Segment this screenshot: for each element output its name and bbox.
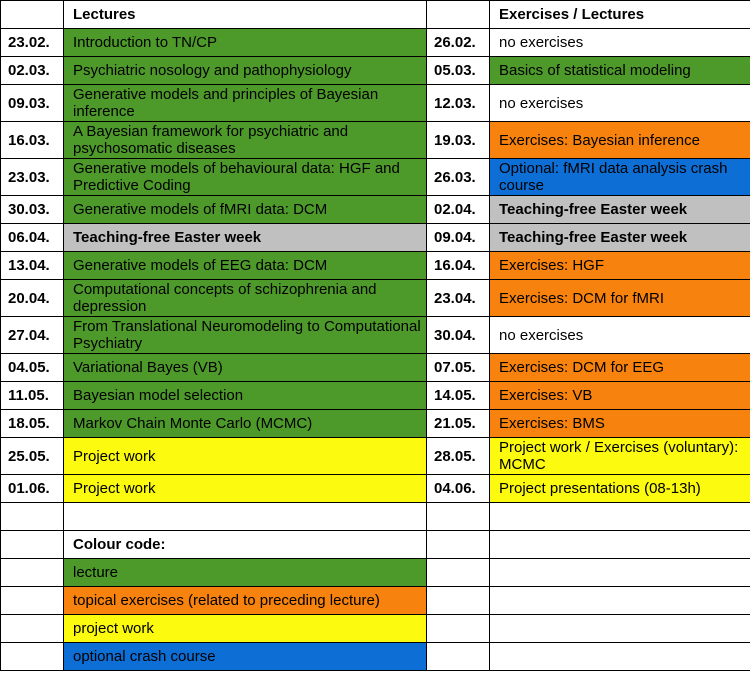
exercise-date: 14.05. [427, 382, 490, 410]
schedule-row [1, 438, 750, 475]
exercise-cell: Project presentations (08-13h) [490, 475, 750, 503]
legend-row [1, 615, 750, 643]
legend-title-row [1, 531, 750, 559]
exercise-cell: Basics of statistical modeling [490, 57, 750, 85]
empty-cell [490, 531, 750, 559]
lecture-cell: Variational Bayes (VB) [64, 354, 427, 382]
exercise-cell: Exercises: DCM for fMRI [490, 280, 750, 317]
legend-row [1, 559, 750, 587]
exercise-date: 09.04. [427, 224, 490, 252]
empty-cell [1, 587, 64, 615]
schedule-row [1, 224, 750, 252]
exercise-date: 02.04. [427, 196, 490, 224]
schedule-row [1, 317, 750, 354]
lecture-cell: From Translational Neuromodeling to Computational Psychiatry [64, 317, 427, 354]
exercise-date: 21.05. [427, 410, 490, 438]
exercise-cell: no exercises [490, 29, 750, 57]
empty-cell [490, 503, 750, 531]
exercise-cell: no exercises [490, 317, 750, 354]
schedule-row [1, 410, 750, 438]
exercises-header: Exercises / Lectures [490, 1, 750, 29]
lecture-date: 25.05. [1, 438, 64, 475]
schedule-row [1, 475, 750, 503]
lecture-date: 20.04. [1, 280, 64, 317]
lecture-date: 27.04. [1, 317, 64, 354]
empty-cell [1, 531, 64, 559]
lecture-date: 09.03. [1, 85, 64, 122]
legend-row [1, 643, 750, 671]
schedule-row [1, 252, 750, 280]
exercise-date: 12.03. [427, 85, 490, 122]
lecture-cell: Teaching-free Easter week [64, 224, 427, 252]
legend-row [1, 587, 750, 615]
exercise-date: 07.05. [427, 354, 490, 382]
empty-cell [1, 1, 64, 29]
exercise-cell: Teaching-free Easter week [490, 196, 750, 224]
empty-cell [427, 587, 490, 615]
empty-cell [427, 531, 490, 559]
empty-cell [490, 643, 750, 671]
schedule-row [1, 122, 750, 159]
exercise-date: 16.04. [427, 252, 490, 280]
schedule-row [1, 196, 750, 224]
schedule-row [1, 280, 750, 317]
exercise-date: 28.05. [427, 438, 490, 475]
legend-title: Colour code: [64, 531, 427, 559]
exercise-cell: Exercises: DCM for EEG [490, 354, 750, 382]
lecture-date: 11.05. [1, 382, 64, 410]
lecture-cell: Generative models and principles of Bayesian inference [64, 85, 427, 122]
lecture-cell: Generative models of behavioural data: HGF and Predictive Coding [64, 159, 427, 196]
exercise-cell: Project work / Exercises (voluntary): MCMC [490, 438, 750, 475]
empty-cell [427, 559, 490, 587]
legend-optional-crash-course: optional crash course [64, 643, 427, 671]
empty-cell [1, 559, 64, 587]
empty-cell [490, 559, 750, 587]
lecture-cell: Introduction to TN/CP [64, 29, 427, 57]
empty-cell [1, 503, 64, 531]
lecture-date: 02.03. [1, 57, 64, 85]
schedule-row [1, 382, 750, 410]
lecture-cell: Bayesian model selection [64, 382, 427, 410]
lecture-cell: Computational concepts of schizophrenia and depression [64, 280, 427, 317]
exercise-cell: Exercises: HGF [490, 252, 750, 280]
lecture-date: 16.03. [1, 122, 64, 159]
schedule-row [1, 159, 750, 196]
exercise-cell: no exercises [490, 85, 750, 122]
empty-cell [1, 615, 64, 643]
exercise-cell: Exercises: VB [490, 382, 750, 410]
lecture-cell: Markov Chain Monte Carlo (MCMC) [64, 410, 427, 438]
empty-cell [1, 643, 64, 671]
exercise-date: 30.04. [427, 317, 490, 354]
exercise-date: 04.06. [427, 475, 490, 503]
legend-project-work: project work [64, 615, 427, 643]
lecture-date: 13.04. [1, 252, 64, 280]
lecture-date: 30.03. [1, 196, 64, 224]
schedule-row [1, 29, 750, 57]
lecture-date: 23.02. [1, 29, 64, 57]
empty-cell [427, 1, 490, 29]
lectures-header: Lectures [64, 1, 427, 29]
legend-lecture: lecture [64, 559, 427, 587]
exercise-cell: Exercises: Bayesian inference [490, 122, 750, 159]
lecture-date: 01.06. [1, 475, 64, 503]
legend-topical-exercises: topical exercises (related to preceding lecture) [64, 587, 427, 615]
empty-cell [427, 503, 490, 531]
empty-cell [490, 615, 750, 643]
empty-cell [490, 587, 750, 615]
lecture-date: 06.04. [1, 224, 64, 252]
spacer-row [1, 503, 750, 531]
exercise-date: 19.03. [427, 122, 490, 159]
exercise-date: 26.03. [427, 159, 490, 196]
schedule-row [1, 354, 750, 382]
exercise-cell: Exercises: BMS [490, 410, 750, 438]
lecture-cell: Generative models of EEG data: DCM [64, 252, 427, 280]
header-row [1, 1, 750, 29]
exercise-cell: Teaching-free Easter week [490, 224, 750, 252]
exercise-cell: Optional: fMRI data analysis crash course [490, 159, 750, 196]
exercise-date: 23.04. [427, 280, 490, 317]
lecture-date: 18.05. [1, 410, 64, 438]
empty-cell [64, 503, 427, 531]
lecture-date: 04.05. [1, 354, 64, 382]
empty-cell [427, 643, 490, 671]
exercise-date: 05.03. [427, 57, 490, 85]
lecture-cell: A Bayesian framework for psychiatric and psychosomatic diseases [64, 122, 427, 159]
schedule-row [1, 85, 750, 122]
lecture-cell: Generative models of fMRI data: DCM [64, 196, 427, 224]
lecture-cell: Project work [64, 438, 427, 475]
lecture-cell: Psychiatric nosology and pathophysiology [64, 57, 427, 85]
exercise-date: 26.02. [427, 29, 490, 57]
empty-cell [427, 615, 490, 643]
lecture-date: 23.03. [1, 159, 64, 196]
schedule-row [1, 57, 750, 85]
lecture-cell: Project work [64, 475, 427, 503]
